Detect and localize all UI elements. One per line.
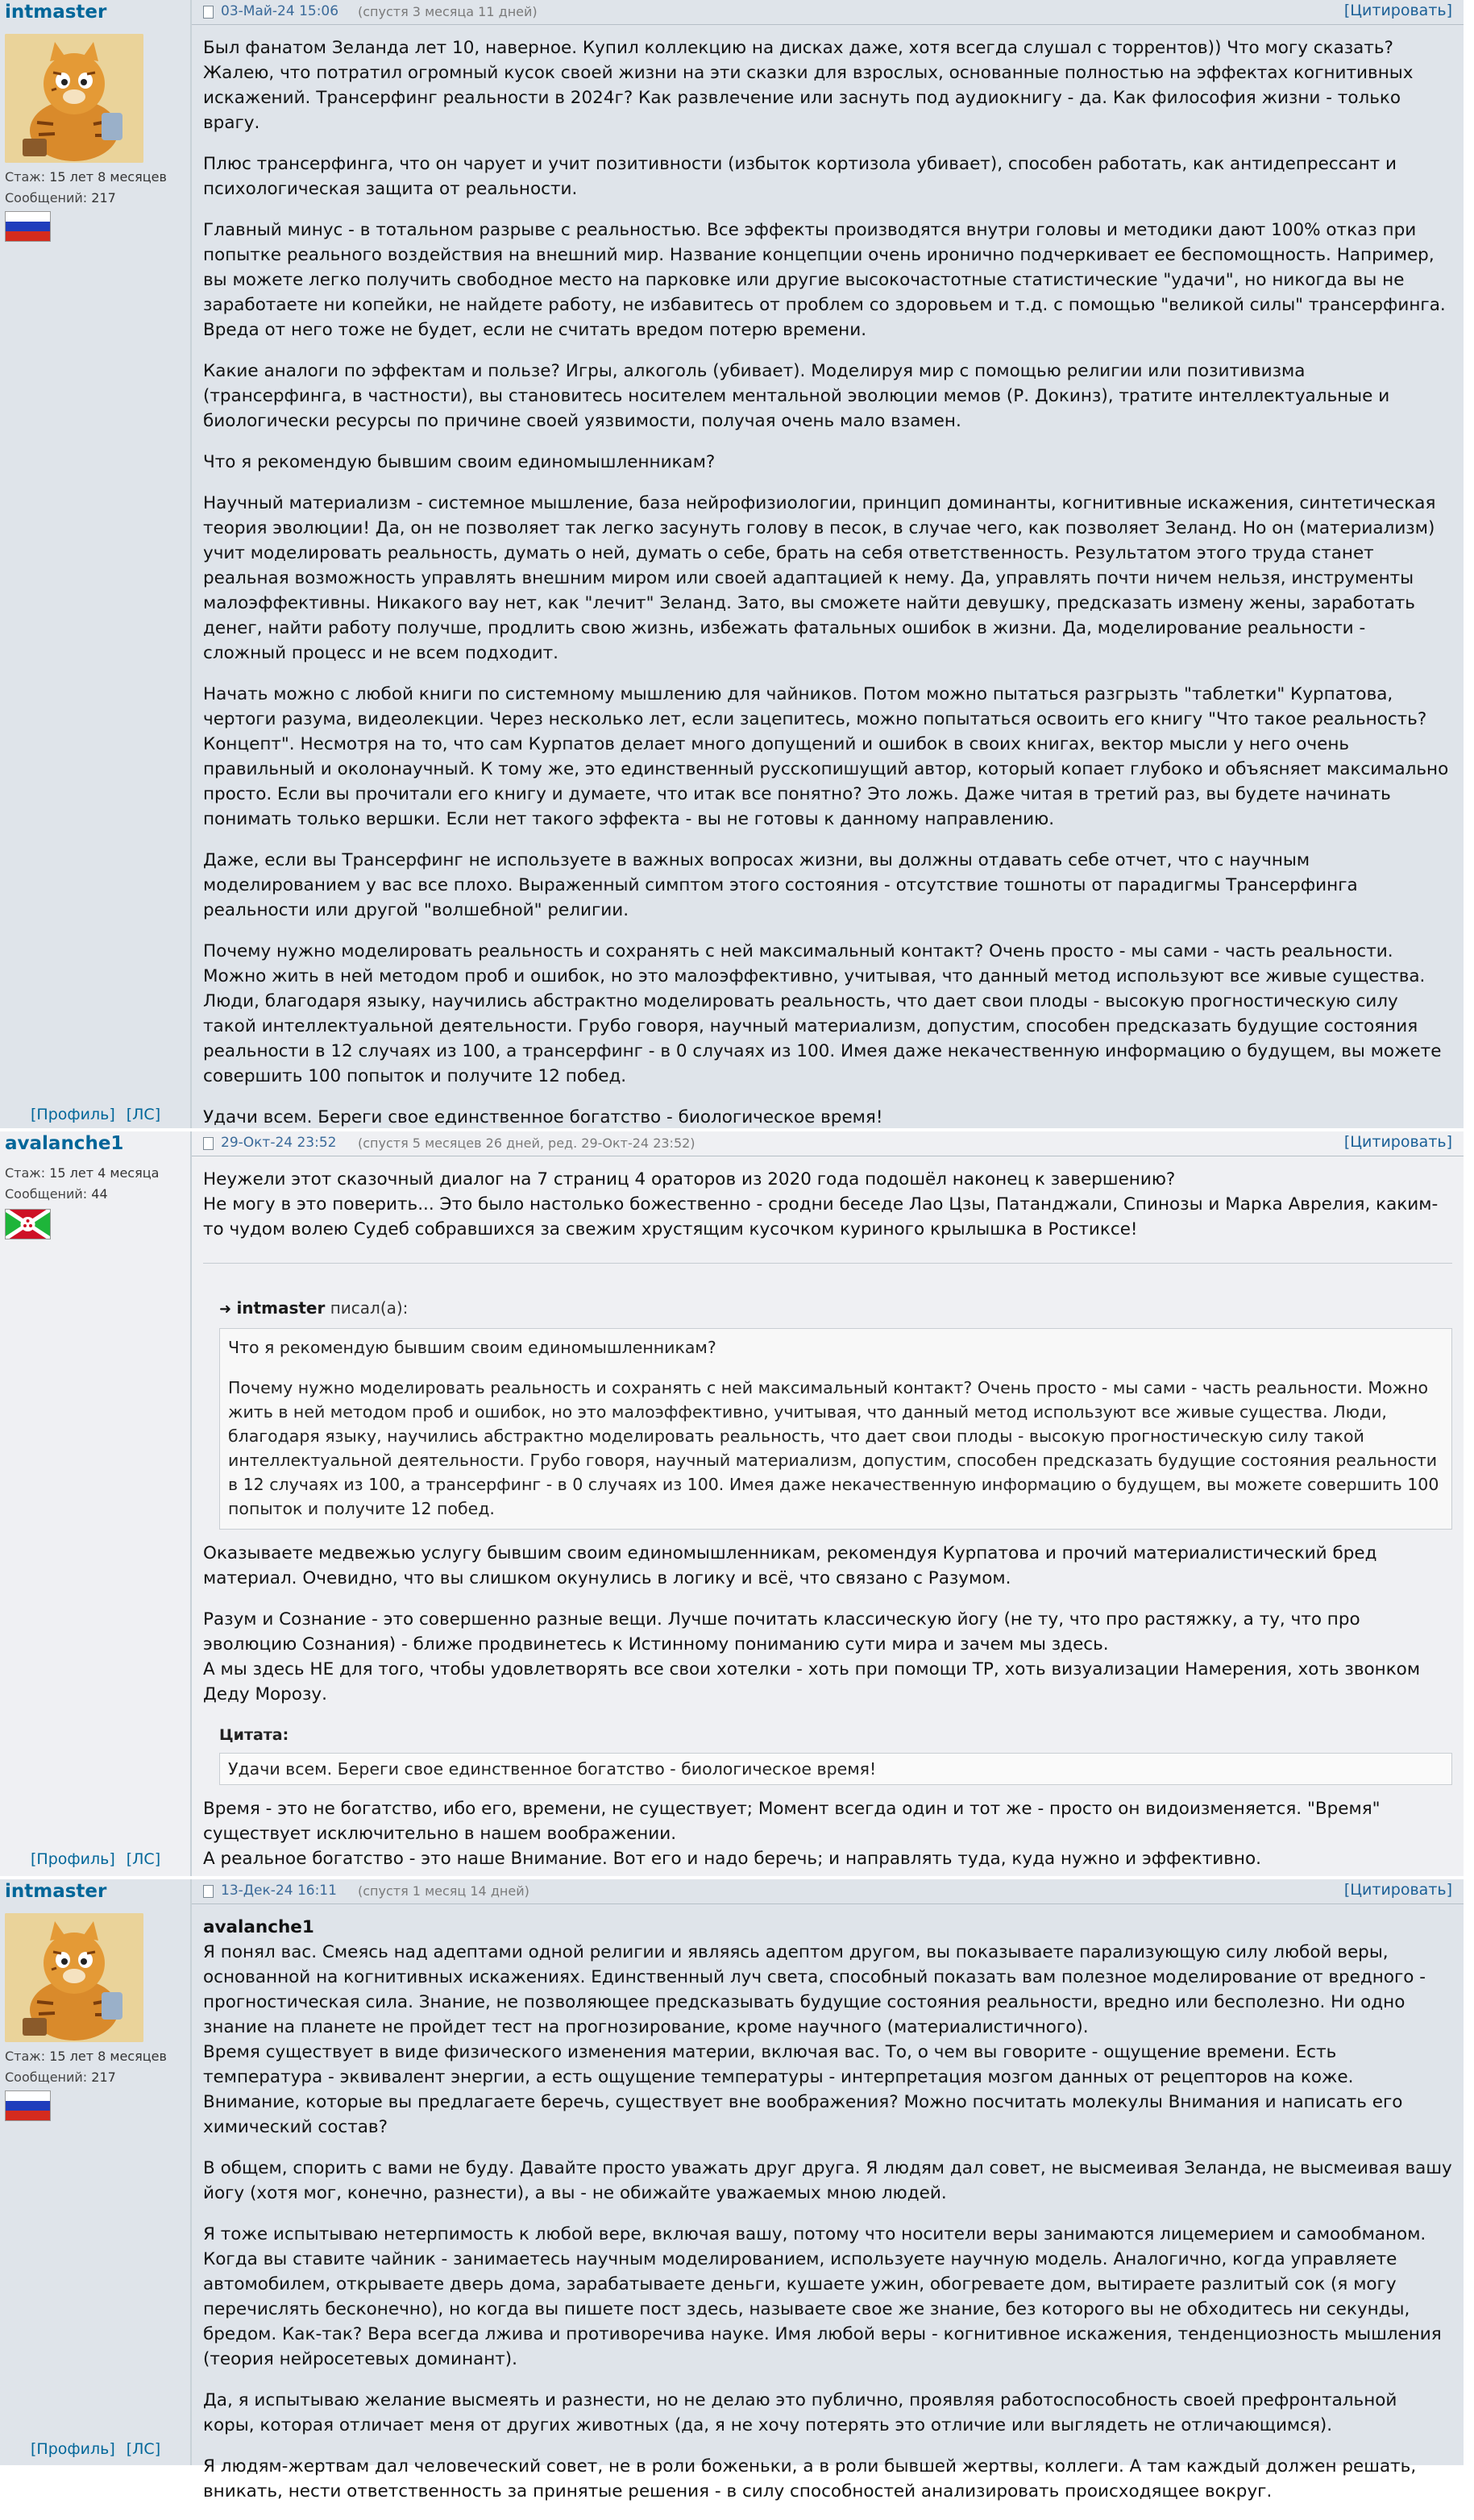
quote-button[interactable]: [Цитировать] [1343,1881,1452,1899]
post-content [192,1879,1464,2501]
paragraph: Время существует в виде физического изменения материи, включая вас. То, о чем вы говорите - ощущение времени. Есть температура - эквивалент энергии, а есть ощущение температуры - интерпретация мозгом данных от рецепторов на коже. Внимание, которые вы предлагаете беречь, существует вне воображения? Можно посчитать молекулы Внимания и написать его химический состав? [203,2042,1403,2137]
quote-paragraph: Что я рекомендую бывшим своим единомышленникам? [228,1338,716,1357]
paragraph: Да, я испытываю желание высмеять и разнести, но не делаю это публично, проявляя работоспособность своей префронтальной коры, которая отличает меня от других животных (да, я не хочу потерять это отличие или выглядеть не отличающимся). [203,2390,1397,2435]
author-nick[interactable]: avalanche1 [5,1133,124,1154]
post-body [203,35,1452,1187]
post-body [203,1167,1452,1871]
post-author-panel [0,1879,192,2465]
profile-links [31,1850,172,1868]
post-age: (спустя 3 месяца 11 дней) [358,4,538,19]
avatar [5,1913,143,2042]
message-count: Сообщений: 217 [5,2070,116,2085]
quote-paragraph: Почему нужно моделировать реальность и сохранять с ней максимальный контакт? Очень просто - мы сами - часть реальности. Можно жить в ней методом проб и ошибок, но это малоэффективно, учитывая, что данный метод используют все живые существа. Люди, благодаря языку, научились абстрактно моделировать реальность, что дает свои плоды - высокую прогностическую силу такой интеллектуальной деятельности. Грубо говоря, научный материализм, допустим, способен предсказать будущие состояния реальности в 12 случаях из 100, а трансерфинг - в 0 случаях из 100. Имея даже некачественную информацию о будущем, вы можете совершить 100 попыток и получите 12 побед. [228,1378,1439,1518]
post-header [192,0,1464,25]
quote-button[interactable]: [Цитировать] [1343,2,1452,19]
post-3 [0,1879,1464,2501]
profile-links [31,2440,172,2458]
profile-links [31,1106,172,1123]
author-nick[interactable]: intmaster [5,1881,107,1902]
post-body [203,1915,1452,2520]
pm-link[interactable]: [ЛС] [126,2440,161,2458]
paragraph: Неужели этот сказочный диалог на 7 страниц 4 ораторов из 2020 года подошёл наконец к завершению? [203,1169,1176,1189]
profile-link[interactable]: [Профиль] [31,1106,115,1123]
quote-header: ➜ intmaster писал(а): [219,1298,409,1318]
profile-link[interactable]: [Профиль] [31,2440,115,2458]
russia-flag-icon [5,211,51,242]
stazh: Стаж: 15 лет 8 месяцев [5,2049,167,2064]
post-date[interactable]: 13-Дек-24 16:11 [221,1883,337,1899]
message-count: Сообщений: 44 [5,1186,108,1202]
author-nick[interactable]: intmaster [5,2,107,23]
stazh: Стаж: 15 лет 4 месяца [5,1165,160,1181]
post-age: (спустя 1 месяц 14 дней) [358,1883,529,1899]
paragraph: Я людям-жертвам дал человеческий совет, не в роли боженьки, а в роли бывшей жертвы, коллеги. А там каждый должен решать, вникать, нести ответственность за принятые решения - в силу способностей анализировать происходящее вокруг. [203,2456,1417,2501]
burundi-flag-icon [5,1209,51,1239]
russia-flag-icon [5,2090,51,2121]
post-age: (спустя 5 месяцев 26 дней, ред. 29-Окт-24 23:52) [358,1135,695,1151]
paragraph: Был фанатом Зеланда лет 10, наверное. Купил коллекцию на дисках даже, хотя всегда слушал с торрентов)) Что могу сказать? Жалею, что потратил огромный кусок своей жизни на эти сказки для взрослых, основанные полностью на эффектах когнитивных искажений. Трансерфинг реальности в 2024г? Как развлечение или заснуть под аудиокнигу - да. Как философия жизни - только врагу. [203,38,1414,133]
paragraph: Удачи всем. Береги свое единственное богатство - биологическое время! [203,1107,883,1127]
post-link-icon[interactable] [203,6,214,19]
paragraph: Не могу в это поверить... Это было настолько божественно - сродни беседе Лао Цзы, Патанджали, Спинозы и Марка Аврелия, каким-то чудом волею Судеб собравшихся за свежим хрустящим кусочком куриного крылышка в Ростиксе! [203,1194,1439,1239]
paragraph: А реальное богатство - это наше Внимание. Вот его и надо беречь; и направлять туда, куда нужно и эффективно. [203,1849,1261,1869]
paragraph: Даже, если вы Трансерфинг не используете в важных вопросах жизни, вы должны отдавать себе отчет, что с научным моделированием у вас все плохо. Выраженный симптом этого состояния - отсутствие тошноты от парадигмы Трансерфинга реальности или другой "волшебной" религии. [203,850,1358,920]
quote-box [219,1328,1452,1530]
divider [203,1263,1452,1264]
cite-box: Удачи всем. Береги свое единственное богатство - биологическое время! [219,1753,1452,1785]
paragraph: Какие аналоги по эффектам и пользе? Игры, алкоголь (убивает). Моделируя мир с помощью религии или позитивизма (трансерфинга, в частности), вы становитесь носителем ментальной эволюции мемов (Р. Докинз), тратите интеллектуальные и биологически ресурсы по причине своей уязвимости, получая очень мало взамен. [203,361,1390,431]
profile-link[interactable]: [Профиль] [31,1850,115,1868]
paragraph: Оказываете медвежью услугу бывшим своим единомышленникам, рекомендуя Курпатова и прочий материалистический бред материал. Очевидно, что вы слишком окунулись в логику и всё, что связано с Разумом. [203,1543,1377,1588]
post-date[interactable]: 29-Окт-24 23:52 [221,1135,337,1151]
paragraph: Я понял вас. Смеясь над адептами одной религии и являясь адептом другом, вы показываете парализующую силу любой веры, основанной на когнитивных искажениях. Единственный луч света, способный показать вам полезное моделирование от вредного - прогностическая сила. Знание, не позволяющее предсказывать будущие состояния реальности, вредно или бесполезно. Ни одно знание на планете не пройдет тест на прогнозирование, кроме научного (материалистичного). [203,1942,1426,2037]
cite-label: Цитата: [219,1726,289,1744]
paragraph: Главный минус - в тотальном разрыве с реальностью. Все эффекты производятся внутри головы и методики дают 100% отказ при попытке реального воздействия на внешний мир. Название концепции очень иронично подчеркивает ее беспомощность. Например, вы можете легко получить свободное место на парковке или другие высокочастотные статистические "удачи", но никогда вы не заработаете ни копейки, не найдете работу, не избавитесь от проблем со здоровьем и т.д. с помощью "великой силы" трансерфинга. Вреда от него тоже не будет, если не считать вредом потерю времени. [203,220,1446,340]
quote-button[interactable]: [Цитировать] [1343,1133,1452,1151]
paragraph: Время - это не богатство, ибо его, времени, не существует; Момент всегда один и тот же - просто он видоизменяется. "Время" существует исключительно в нашем воображении. [203,1799,1381,1844]
addressee-name: avalanche1 [203,1917,314,1937]
avatar [5,34,143,163]
post-content [192,0,1464,1128]
paragraph: Почему нужно моделировать реальность и сохранять с ней максимальный контакт? Очень просто - мы сами - часть реальности. Можно жить в ней методом проб и ошибок, но это малоэффективно, учитывая, что данный метод используют все живые существа. Люди, благодаря языку, научились абстрактно моделировать реальность, что дает свои плоды - высокую прогностическую силу такой интеллектуальной деятельности. Грубо говоря, научный материализм, допустим, способен предсказать будущие состояния реальности в 12 случаях из 100, а трансерфинг - в 0 случаях из 100. Имея даже некачественную информацию о будущем, вы можете совершить 100 попыток и получите 12 побед. [203,941,1442,1086]
stazh: Стаж: 15 лет 8 месяцев [5,169,167,185]
post-author-panel [0,1131,192,1876]
paragraph: Разум и Сознание - это совершенно разные вещи. Лучше почитать классическую йогу (не ту, что про растяжку, а ту, что про эволюцию Сознания) - ближе продвинетесь к Истинному пониманию сути мира и зачем мы здесь. [203,1609,1360,1654]
post-2 [0,1131,1464,1876]
paragraph: Плюс трансерфинга, что он чарует и учит позитивности (избыток кортизола убивает), способен работать, как антидепрессант и психологическая защита от реальности. [203,154,1397,199]
quote-author[interactable]: intmaster [236,1298,326,1318]
paragraph: Что я рекомендую бывшим своим единомышленникам? [203,452,716,472]
post-link-icon[interactable] [203,1885,214,1898]
post-1 [0,0,1464,1128]
post-header [192,1879,1464,1904]
paragraph: Научный материализм - системное мышление, база нейрофизиологии, принцип доминанты, когнитивные искажения, синтетическая теория эволюции! Да, он не позволяет так легко засунуть голову в песок, в случае чего, как позволяет Зеланд. Но он (материализм) учит моделировать реальность, думать о ней, думать о себе, брать на себя ответственность. Результатом этого труда станет реальная возможность управлять внешним миром или своей адаптацией к нему. Да, управлять почти ничем нельзя, инструменты малоэффективны. Никакого вау нет, как "лечит" Зеланд. Зато, вы сможете найти девушку, предсказать измену жены, заработать денег, найти работу получше, продлить свою жизнь, избежать фатальных ошибок в жизни. Да, моделирование реальности - сложный процесс и не всем подходит. [203,493,1436,663]
paragraph: А мы здесь НЕ для того, чтобы удовлетворять все свои хотелки - хоть при помощи ТР, хоть визуализации Намерения, хоть звонком Деду Морозу. [203,1659,1421,1704]
post-header [192,1131,1464,1156]
pm-link[interactable]: [ЛС] [126,1850,161,1868]
post-author-panel [0,0,192,1128]
message-count: Сообщений: 217 [5,190,116,206]
paragraph: Я тоже испытываю нетерпимость к любой вере, включая вашу, потому что носители веры занимаются лицемерием и самообманом. Когда вы ставите чайник - занимаетесь научным моделированием, используете научную модель. Аналогично, когда управляете автомобилем, открываете дверь дома, зарабатываете деньги, кушаете ужин, обогреваете дом, вытираете разлитый сок (я могу перечислять бесконечно), но когда вы пишете пост здесь, называете свое же знание, без которого вы не обходитесь ни секунды, бредом. Как-так? Вера всегда лжива и противоречива науке. Имя любой веры - когнитивное искажения, тенденциозность мышления (теория нейросетевых доминант). [203,2224,1442,2369]
pm-link[interactable]: [ЛС] [126,1106,161,1123]
post-date[interactable]: 03-Май-24 15:06 [221,3,339,19]
paragraph: Начать можно с любой книги по системному мышлению для чайников. Потом можно пытаться разгрызть "таблетки" Курпатова, чертоги разума, видеолекции. Через несколько лет, если зацепитесь, можно попытаться освоить его книгу "Что такое реальность? Концепт". Несмотря на то, что сам Курпатов делает много допущений и ошибок в своих книгах, вектор мысли у него очень правильный и околонаучный. К тому же, это единственный русскопишущий автор, который копает глубоко и объясняет максимально просто. Если вы прочитали его книгу и думаете, что итак все понятно? Это ложь. Даже читая в третий раз, вы будете начинать понимать только вершки. Если нет такого эффекта - вы не готовы к данному направлению. [203,684,1449,829]
paragraph: В общем, спорить с вами не буду. Давайте просто уважать друг друга. Я людям дал совет, не высмеивая Зеланда, не высмеивая вашу йогу (хотя мог, конечно, разнести), а вы - не обижайте уважаемых мною людей. [203,2158,1452,2203]
quote-arrow-icon[interactable]: ➜ [219,1301,232,1318]
post-content [192,1131,1464,1876]
post-link-icon[interactable] [203,1137,214,1150]
